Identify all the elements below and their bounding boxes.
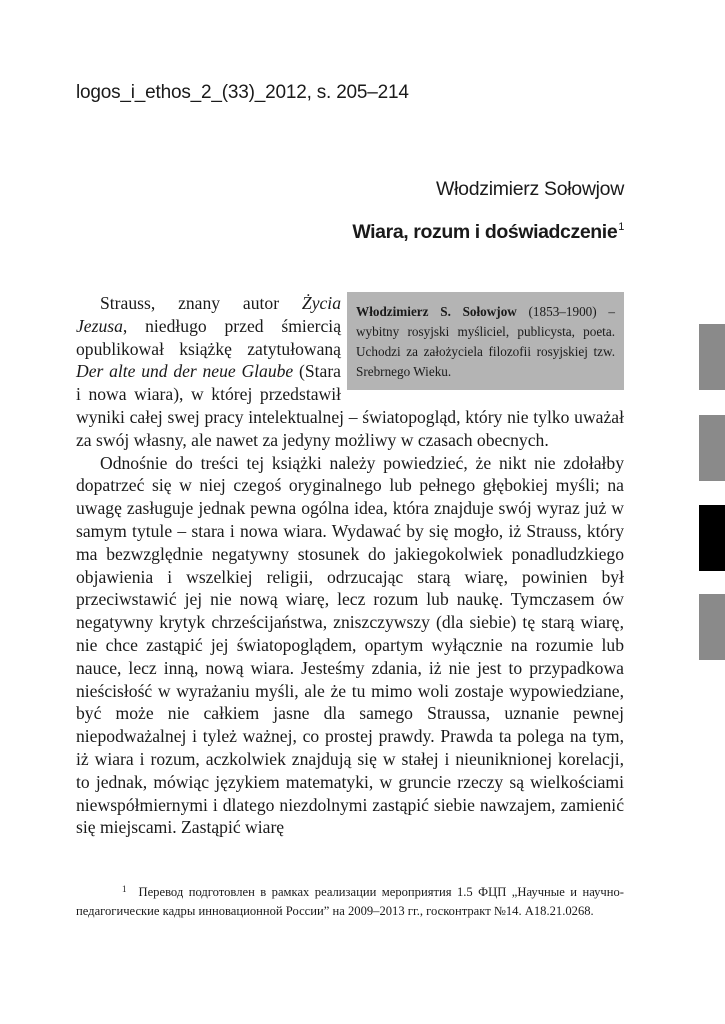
paragraph-1-text-b: , niedługo przed śmiercią opublikował książkę zatytułowaną	[76, 315, 341, 359]
article-title-line	[352, 221, 624, 244]
article-author: Włodzimierz Sołowjow	[436, 178, 624, 200]
book-title-der-alte-glaube: Der alte und der neue Glaube	[76, 361, 294, 382]
section-tab-1	[699, 324, 725, 390]
title-footnote-mark: 1	[618, 221, 624, 233]
paragraph-2: Odnośnie do treści tej książki należy powiedzieć, że nikt nie zdołałby dopatrzeć się w niej czegoś oryginalnego lub pełnego głębokiej myśli; na uwagę zasługuje jednak pewna ogólna idea, która znajduje swój wyraz już w samym tytule – stara i nowa wiara. Wydawać by się mogło, iż Strauss, który ma bezwzględnie negatywny stosunek do jakiegokolwiek ponadludzkiego objawienia i wszelkiej religii, odrzucając starą wiarę, powinien był przeciwstawić jej nie nową wiarę, lecz rozum lub naukę. Tymczasem ów negatywny krytyk chrześcijaństwa, zniszczywszy (dla siebie) tę starą wiarę, nie chce zastąpić jej światopoglądem, opartym wyłącznie na rozumie lub nauce, lecz inną, nową wiara. Jesteśmy zdania, iż nie jest to przypadkowa nieścisłość w wyrażaniu myśli, ale że tu mimo woli zostaje wypowiedziane, być może nie całkiem jasne dla samego Straussa, uznanie pewnej niepodważalnej i tyleż ważnej, co prostej prawdy. Prawda ta polega na tym, iż wiara i rozum, aczkolwiek znajdują się w stałej i nieuniknionej korelacji, to jednak, mówiąc językiem matematyki, w gruncie rzeczy są wielkościami niewspółmiernymi i dlatego niezdolnymi zastąpić siebie nawzajem, zamienić się miejscami. Zastąpić wiarę	[76, 452, 624, 838]
author-bio-box	[347, 292, 624, 390]
bio-name: Włodzimierz S. Sołowjow	[356, 304, 517, 319]
article-title: Wiara, rozum i doświadczenie	[352, 221, 618, 243]
footnote-text: Перевод подготовлен в рамках реализации мероприятия 1.5 ФЦП „Научные и научно-педагогические кадры инновационной России” на 2009–2013 гг., госконтракт №14. A18.21.0268.	[76, 885, 624, 918]
journal-reference: logos_i_ethos_2_(33)_2012, s. 205–214	[76, 82, 409, 103]
bio-text: (1853–1900) – wybitny rosyjski myśliciel, publicysta, poeta. Uchodzi za założyciela filozofii rosyjskiej tzw. Srebrnego Wieku.	[356, 304, 615, 379]
footnote-mark: 1	[122, 884, 127, 894]
paragraph-1-text-c: (Stara i nowa wiara), w której przedstawił wyniki całej swej pracy intelektualnej – światopogląd, który nie tylko uważał za swój własny, ale nawet za jedyny możliwy w czasach obecnych.	[76, 361, 624, 450]
paragraph-1-text-a: Strauss, znany autor	[100, 293, 302, 313]
section-tab-3-active	[699, 505, 725, 571]
footnote	[76, 880, 624, 920]
book-title-zycia-jezusa: Życia Jezusa	[76, 293, 341, 336]
section-tab-4	[699, 594, 725, 660]
section-tab-2	[699, 415, 725, 481]
